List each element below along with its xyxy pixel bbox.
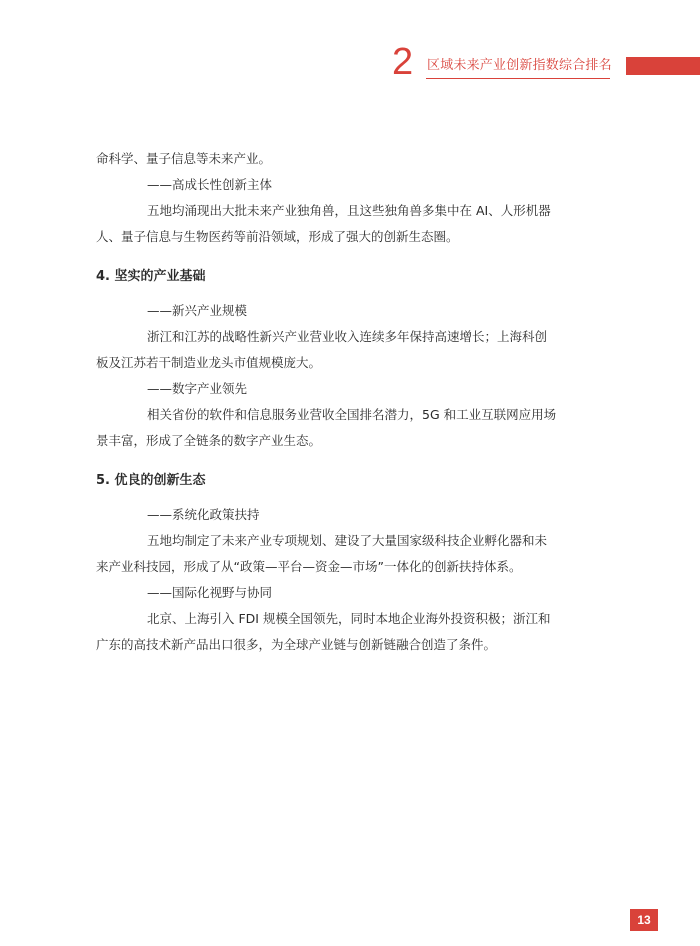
header-divider	[426, 78, 610, 79]
page-number: 13	[630, 909, 658, 931]
sub-heading-digital-lead: ——数字产业领先	[147, 381, 248, 396]
paragraph-line: 广东的高技术新产品出口很多，为全球产业链与创新链融合创造了条件。	[96, 637, 497, 652]
paragraph-line: 浙江和江苏的战略性新兴产业营业收入连续多年保持高速增长；上海科创	[147, 329, 548, 344]
sub-heading-international-vision: ——国际化视野与协同	[147, 585, 273, 600]
header-accent-bar	[626, 57, 700, 75]
sub-heading-growth-entities: ——高成长性创新主体	[147, 177, 273, 192]
chapter-number: 2	[392, 41, 414, 83]
paragraph-line: 五地均制定了未来产业专项规划、建设了大量国家级科技企业孵化器和未	[147, 533, 548, 548]
section-heading-innovation-ecosystem: 5. 优良的创新生态	[96, 473, 206, 488]
sub-heading-emerging-scale: ——新兴产业规模	[147, 303, 248, 318]
body-content	[96, 146, 616, 658]
paragraph-line: 五地均涌现出大批未来产业独角兽，且这些独角兽多集中在 AI、人形机器	[147, 203, 551, 218]
paragraph-line: 来产业科技园，形成了从“政策—平台—资金—市场”一体化的创新扶持体系。	[96, 559, 522, 574]
continued-text: 命科学、量子信息等未来产业。	[96, 151, 272, 166]
paragraph-line: 北京、上海引入 FDI 规模全国领先，同时本地企业海外投资积极；浙江和	[147, 611, 551, 626]
sub-heading-policy-support: ——系统化政策扶持	[147, 507, 260, 522]
paragraph-line: 人、量子信息与生物医药等前沿领域，形成了强大的创新生态圈。	[96, 229, 459, 244]
chapter-title: 区域未来产业创新指数综合排名	[427, 58, 612, 73]
paragraph-line: 相关省份的软件和信息服务业营收全国排名潜力，5G 和工业互联网应用场	[147, 407, 557, 422]
section-heading-industry-base: 4. 坚实的产业基础	[96, 269, 206, 284]
page-header	[0, 0, 700, 90]
paragraph-line: 板及江苏若干制造业龙头市值规模庞大。	[96, 355, 322, 370]
paragraph-line: 景丰富，形成了全链条的数字产业生态。	[96, 433, 322, 448]
